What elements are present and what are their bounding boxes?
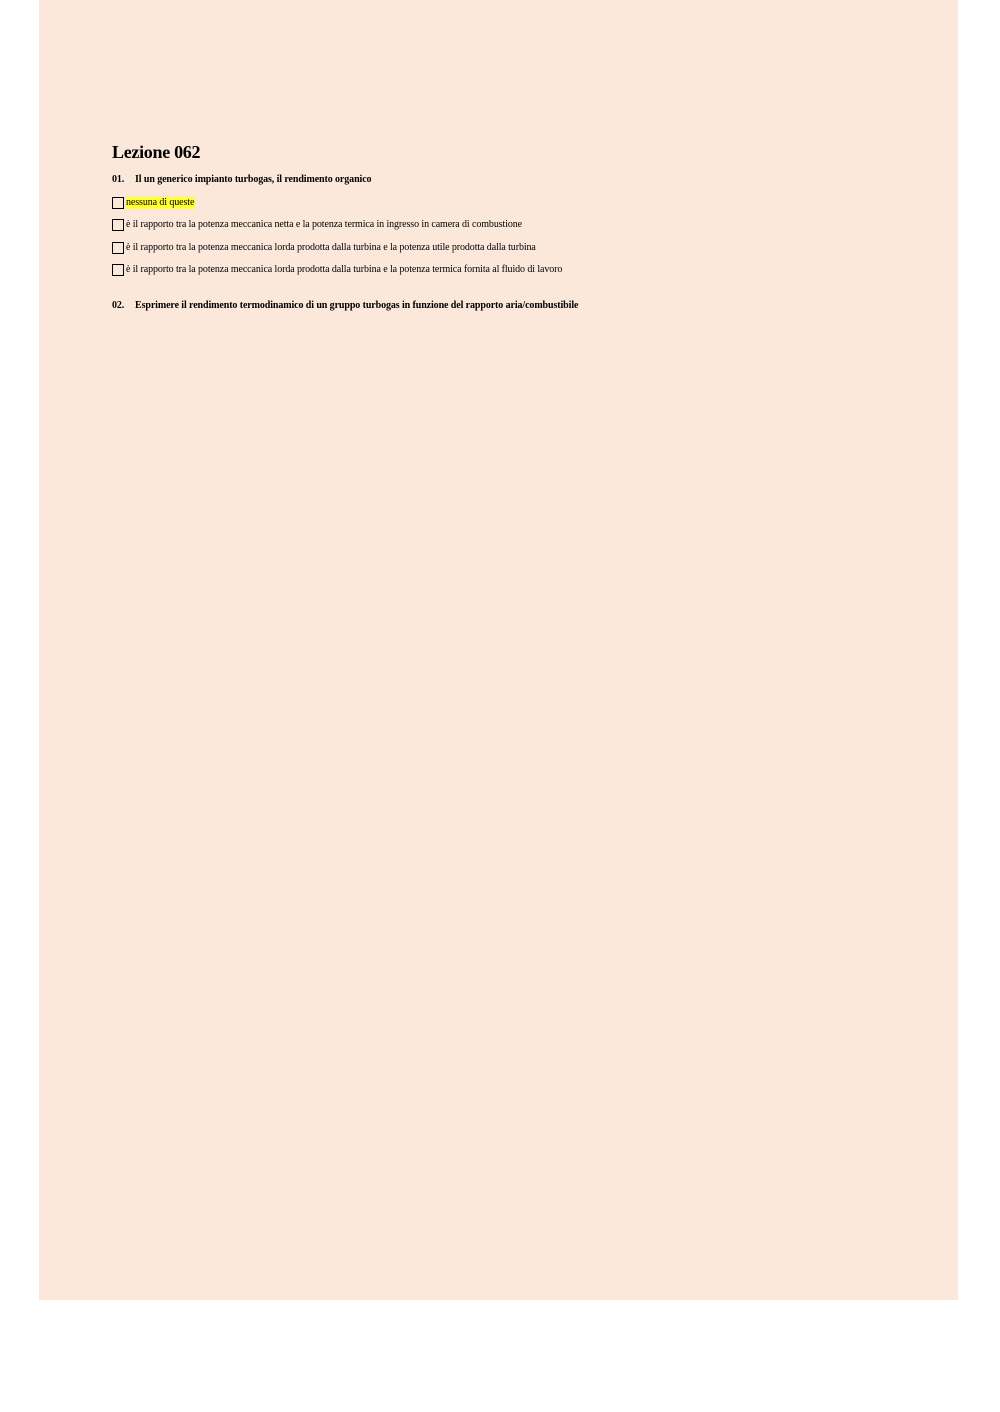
checkbox[interactable] — [112, 264, 124, 276]
question-number: 02. — [112, 300, 125, 311]
answer-option-2[interactable] — [112, 217, 522, 232]
page-title: Lezione 062 — [112, 142, 201, 162]
option-text: nessuna di queste — [126, 196, 195, 208]
option-text: è il rapporto tra la potenza meccanica lorda prodotta dalla turbina e la potenza utile prodotta dalla turbina — [126, 241, 536, 253]
option-text: è il rapporto tra la potenza meccanica lorda prodotta dalla turbina e la potenza termica fornita al fluido di lavoro — [126, 263, 563, 275]
answer-option-4[interactable] — [112, 262, 562, 277]
answer-option-1[interactable] — [112, 195, 195, 210]
question-1 — [112, 174, 371, 185]
question-number: 01. — [112, 174, 125, 185]
option-text: è il rapporto tra la potenza meccanica netta e la potenza termica in ingresso in camera di combustione — [126, 218, 523, 230]
question-text: Il un generico impianto turbogas, il rendimento organico — [135, 174, 372, 185]
checkbox[interactable] — [112, 219, 124, 231]
answer-option-3[interactable] — [112, 240, 536, 255]
checkbox[interactable] — [112, 242, 124, 254]
question-2 — [112, 300, 578, 311]
question-text: Esprimere il rendimento termodinamico di un gruppo turbogas in funzione del rapporto aria/combustibile — [135, 300, 579, 311]
checkbox[interactable] — [112, 197, 124, 209]
